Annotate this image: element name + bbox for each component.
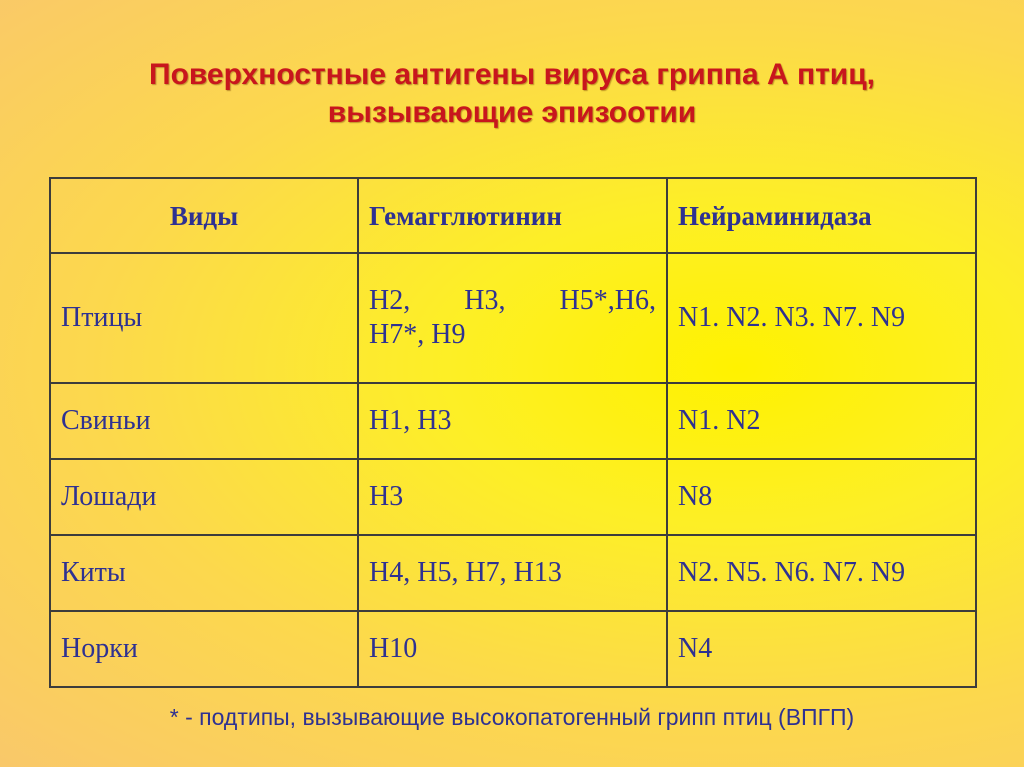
neuraminidase-cell: N2. N5. N6. N7. N9 bbox=[667, 535, 976, 611]
species-cell: Норки bbox=[50, 611, 358, 687]
table-row bbox=[50, 383, 976, 459]
slide-title bbox=[0, 56, 1024, 132]
neuraminidase-cell: N1. N2. N3. N7. N9 bbox=[667, 253, 976, 383]
hemagglutinin-cell: Н3 bbox=[358, 459, 667, 535]
antigen-table bbox=[49, 177, 977, 688]
hemagglutinin-part: Н5*,Н6, bbox=[559, 285, 656, 316]
neuraminidase-cell: N1. N2 bbox=[667, 383, 976, 459]
hemagglutinin-part: Н3, bbox=[464, 285, 506, 316]
species-cell: Свиньи bbox=[50, 383, 358, 459]
table-header-row bbox=[50, 178, 976, 253]
hemagglutinin-part: Н2, bbox=[369, 285, 411, 316]
header-species: Виды bbox=[50, 178, 358, 253]
table-row bbox=[50, 611, 976, 687]
table-row bbox=[50, 253, 976, 383]
hemagglutinin-line-1 bbox=[369, 284, 656, 318]
species-cell: Киты bbox=[50, 535, 358, 611]
header-hemagglutinin: Гемагглютинин bbox=[358, 178, 667, 253]
table-row bbox=[50, 535, 976, 611]
table-row bbox=[50, 459, 976, 535]
hemagglutinin-cell: Н1, Н3 bbox=[358, 383, 667, 459]
slide-title-line-1: Поверхностные антигены вируса гриппа А птиц, bbox=[149, 58, 875, 91]
neuraminidase-cell: N4 bbox=[667, 611, 976, 687]
header-neuraminidase: Нейраминидаза bbox=[667, 178, 976, 253]
slide-title-line-2: вызывающие эпизоотии bbox=[327, 96, 697, 129]
neuraminidase-cell: N8 bbox=[667, 459, 976, 535]
species-cell: Лошади bbox=[50, 459, 358, 535]
footnote: * - подтипы, вызывающие высокопатогенный грипп птиц (ВПГП) bbox=[169, 704, 855, 730]
hemagglutinin-cell: Н10 bbox=[358, 611, 667, 687]
hemagglutinin-line-2: Н7*, Н9 bbox=[369, 319, 466, 350]
hemagglutinin-cell: Н4, Н5, Н7, Н13 bbox=[358, 535, 667, 611]
species-cell: Птицы bbox=[50, 253, 358, 383]
hemagglutinin-cell bbox=[358, 253, 667, 383]
